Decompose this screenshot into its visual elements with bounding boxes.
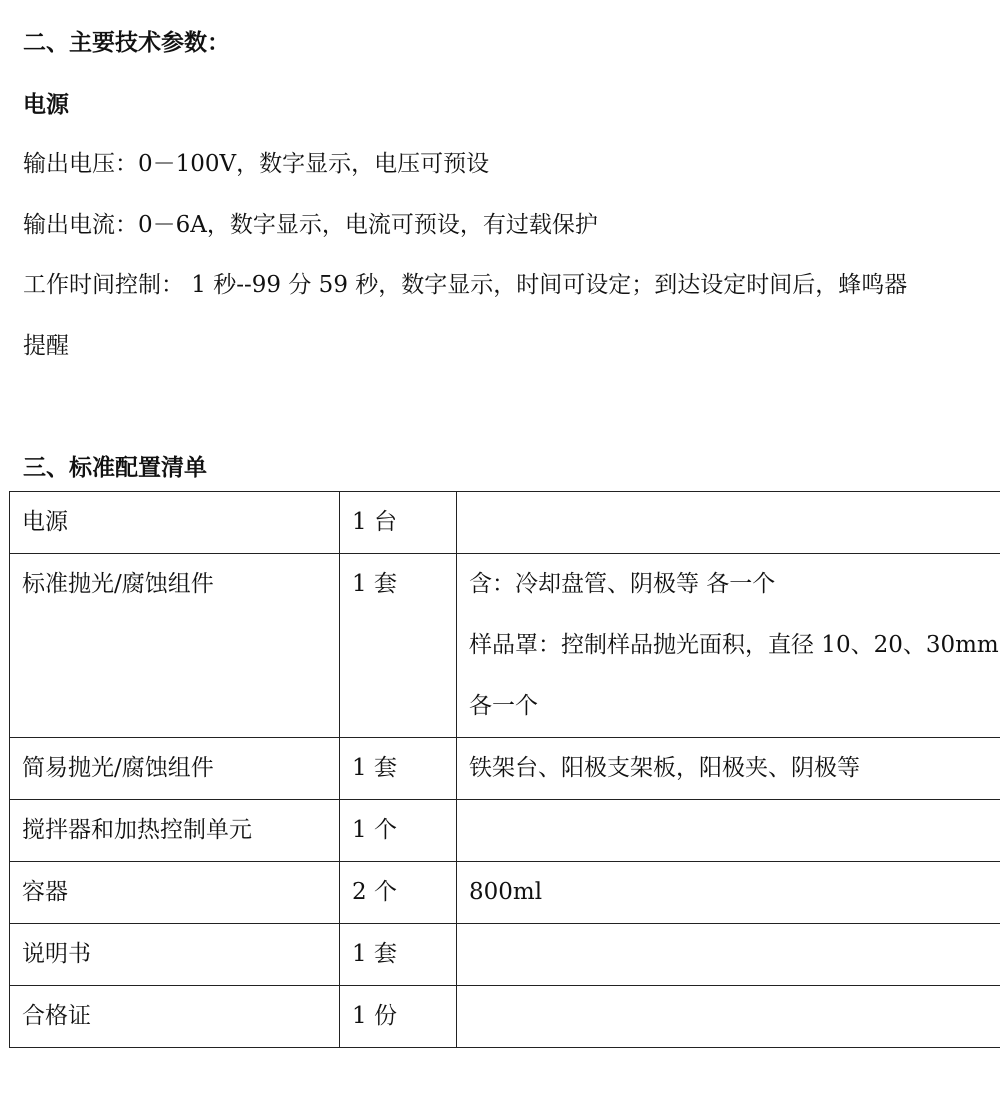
qty-cell — [340, 554, 457, 738]
param-output-current: 输出电流：0－6A，数字显示，电流可预设，有过载保护 — [23, 212, 598, 238]
param-work-time-cont: 提醒 — [23, 333, 69, 359]
power-subheading: 电源 — [23, 92, 69, 118]
item-note: 各一个 — [469, 693, 538, 719]
table-row — [10, 986, 1000, 1048]
qty-cell — [340, 986, 457, 1048]
table-row — [10, 924, 1000, 986]
item-cell — [10, 800, 340, 862]
notes-cell — [457, 738, 1000, 800]
qty-cell — [340, 862, 457, 924]
item-qty: 1 台 — [352, 509, 397, 535]
item-name: 合格证 — [22, 1003, 91, 1029]
item-qty: 1 份 — [352, 1003, 397, 1029]
item-name: 电源 — [22, 509, 68, 535]
item-note: 铁架台、阳极支架板，阳极夹、阴极等 — [469, 755, 860, 781]
item-notes-empty — [469, 800, 988, 861]
notes-cell — [457, 554, 1000, 738]
item-cell — [10, 862, 340, 924]
notes-cell — [457, 986, 1000, 1048]
notes-cell — [457, 924, 1000, 986]
config-table — [9, 491, 1000, 1048]
item-name: 简易抛光/腐蚀组件 — [22, 755, 214, 781]
item-qty: 1 套 — [352, 571, 397, 597]
item-note: 800ml — [469, 879, 543, 905]
table-row — [10, 862, 1000, 924]
item-name: 搅拌器和加热控制单元 — [22, 817, 252, 843]
notes-cell — [457, 492, 1000, 554]
table-row — [10, 738, 1000, 800]
item-name: 标准抛光/腐蚀组件 — [22, 571, 214, 597]
item-name: 容器 — [22, 879, 68, 905]
table-row — [10, 492, 1000, 554]
notes-cell — [457, 800, 1000, 862]
qty-cell — [340, 924, 457, 986]
item-note: 含：冷却盘管、阴极等 各一个 — [469, 571, 776, 597]
notes-cell — [457, 862, 1000, 924]
param-work-time: 工作时间控制： 1 秒--99 分 59 秒，数字显示，时间可设定；到达设定时间后，蜂鸣器 — [23, 272, 908, 298]
section-3-heading: 三、标准配置清单 — [23, 455, 207, 481]
param-output-voltage: 输出电压：0－100V，数字显示，电压可预设 — [23, 151, 490, 177]
table-row — [10, 800, 1000, 862]
item-qty: 1 套 — [352, 941, 397, 967]
item-cell — [10, 924, 340, 986]
section-2-heading: 二、主要技术参数： — [23, 30, 230, 56]
item-cell — [10, 738, 340, 800]
item-cell — [10, 986, 340, 1048]
qty-cell — [340, 738, 457, 800]
item-notes-empty — [469, 986, 988, 1047]
item-cell — [10, 492, 340, 554]
item-qty: 1 个 — [352, 817, 397, 843]
table-row — [10, 554, 1000, 738]
item-qty: 2 个 — [352, 879, 397, 905]
item-qty: 1 套 — [352, 755, 397, 781]
item-note: 样品罩：控制样品抛光面积，直径 10、20、30mm — [469, 632, 999, 658]
item-notes-empty — [469, 924, 988, 985]
qty-cell — [340, 492, 457, 554]
qty-cell — [340, 800, 457, 862]
item-cell — [10, 554, 340, 738]
item-name: 说明书 — [22, 941, 91, 967]
item-notes-empty — [469, 492, 988, 553]
